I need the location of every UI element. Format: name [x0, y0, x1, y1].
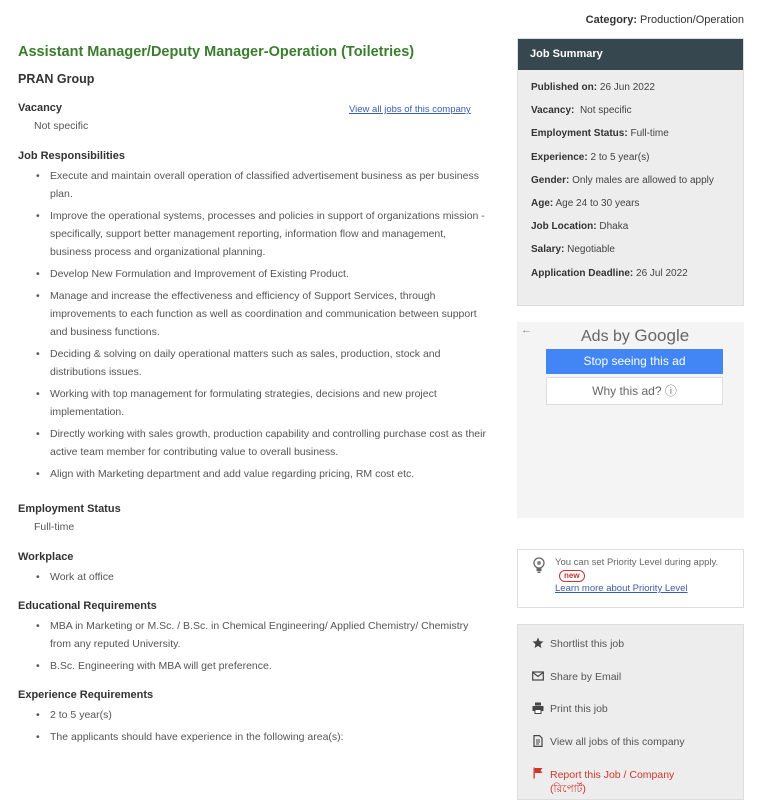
list-item: • Execute and maintain overall operation of classified advertisement business as per business plan. [18, 167, 488, 203]
shortlist-button[interactable]: Shortlist this job [518, 628, 743, 661]
workplace-title: Workplace [18, 551, 74, 563]
priority-level-box [517, 549, 744, 608]
list-item: • Manage and increase the effectiveness and efficiency of Support Services, through improvements to each function as well as coordination and communication between support and business functions. [18, 287, 488, 341]
stop-seeing-ad-button[interactable]: Stop seeing this ad [546, 349, 723, 374]
star-icon [532, 637, 544, 649]
summary-published: Published on: 26 Jun 2022 [531, 82, 655, 93]
experience-title: Experience Requirements [18, 689, 154, 701]
lightbulb-icon [533, 557, 545, 575]
list-item: • Deciding & solving on daily operational matters such as sales, production, stock and distributions issues. [18, 345, 488, 381]
list-item: • The applicants should have experience in the following area(s): [18, 728, 488, 746]
print-icon [532, 702, 544, 714]
summary-experience: Experience: 2 to 5 year(s) [531, 151, 650, 163]
report-button[interactable]: Report this Job / Company (রিপোর্ট) [518, 758, 743, 791]
responsibilities-list [18, 167, 488, 483]
google-logo: Google [634, 326, 690, 345]
ad-panel [517, 322, 744, 518]
list-item: • Improve the operational systems, processes and policies in support of organizations mission - specifically, support better management reporting, information flow and management, business process and organizational planning. [18, 207, 488, 261]
list-item: • B.Sc. Engineering with MBA will get preference. [18, 657, 488, 675]
list-item: • Work at office [18, 568, 488, 586]
category-key: Category: [585, 14, 637, 26]
why-this-ad-button[interactable]: Why this ad? ⓘ [546, 377, 723, 405]
ad-back-icon[interactable]: ← [521, 324, 532, 336]
workplace-list [18, 568, 488, 586]
ads-by-google: Ads by Google [581, 326, 690, 345]
view-all-jobs-button[interactable]: View all jobs of this company [518, 726, 743, 759]
summary-employment-status: Employment Status: Full-time [531, 128, 669, 140]
education-list [18, 617, 488, 675]
share-email-button[interactable]: Share by Email [518, 661, 743, 694]
priority-text: You can set Priority Level during apply. new Learn more about Priority Level [555, 557, 719, 594]
summary-location: Job Location: Dhaka [531, 221, 629, 233]
summary-salary: Salary: Negotiable [531, 244, 615, 256]
list-item: • Develop New Formulation and Improvement of Existing Product. [18, 265, 488, 283]
education-title: Educational Requirements [18, 600, 157, 612]
job-details [18, 44, 488, 750]
new-badge: new [559, 570, 585, 582]
summary-age: Age: Age 24 to 30 years [531, 197, 640, 209]
list-item: • Working with top management for formulating strategies, decisions and new project implementation. [18, 385, 488, 421]
list-item: • Directly working with sales growth, production capability and controlling purchase cost as their active team member for contributing value to overall business. [18, 425, 488, 461]
experience-list [18, 706, 488, 746]
print-button[interactable]: Print this job [518, 693, 743, 726]
summary-gender: Gender: Only males are allowed to apply [531, 174, 714, 186]
vacancy-title: Vacancy [18, 102, 63, 114]
job-summary-panel [517, 38, 744, 306]
summary-deadline: Application Deadline: 26 Jul 2022 [531, 267, 688, 279]
category-label [586, 14, 744, 26]
flag-icon [532, 767, 544, 779]
list-item: • MBA in Marketing or M.Sc. / B.Sc. in Chemical Engineering/ Applied Chemistry/ Chemistry from any reputed University. [18, 617, 488, 653]
view-all-jobs-link[interactable]: View all jobs of this company [349, 104, 471, 115]
responsibilities-title: Job Responsibilities [18, 150, 125, 162]
list-item: • 2 to 5 year(s) [18, 706, 488, 724]
mail-icon [532, 670, 544, 682]
job-summary [517, 38, 744, 306]
vacancy-value: Not specific [34, 120, 89, 132]
job-title: Assistant Manager/Deputy Manager-Operation (Toiletries) [18, 44, 415, 60]
job-summary-header: Job Summary [518, 39, 743, 70]
document-icon [532, 735, 544, 747]
company-name: PRAN Group [18, 72, 95, 86]
summary-vacancy: Vacancy: Not specific [531, 105, 632, 117]
category-value: Production/Operation [640, 14, 744, 26]
employment-status-value: Full-time [34, 521, 75, 533]
employment-status-title: Employment Status [18, 503, 121, 515]
job-actions [517, 624, 744, 800]
learn-priority-link[interactable]: Learn more about Priority Level [555, 583, 688, 594]
list-item: • Align with Marketing department and add value regarding pricing, RM cost etc. [18, 465, 488, 483]
